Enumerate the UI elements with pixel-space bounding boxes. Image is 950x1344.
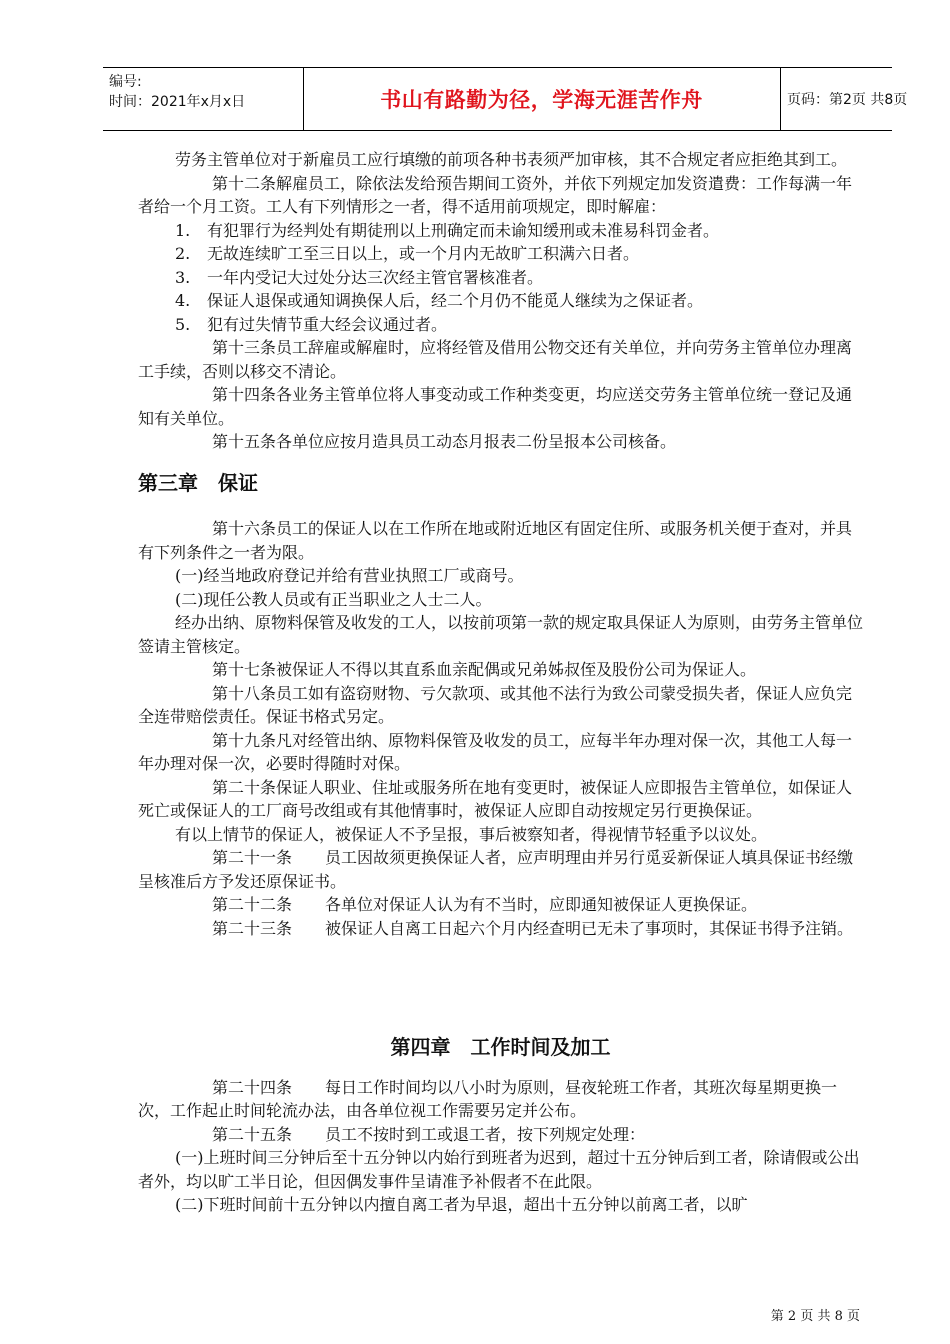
article-text: 各单位对保证人认为有不当时，应即通知被保证人更换保证。 xyxy=(325,895,758,914)
rule-1: (一)上班时间三分钟后至十五分钟以内始行到班者为迟到，超过十五分钟后到工者，除请假或公出者外，均以旷工半日论，但因偶发事件呈请准予补假者不在此限。 xyxy=(138,1148,860,1191)
rule-2: (二)下班时间前十五分钟以内擅自离工者为早退，超出十五分钟以前离工者，以旷 xyxy=(175,1195,748,1214)
article-text: 每日工作时间均以八小时为原则，昼夜轮班工作者，其班次每星期更换一次，工作起止时间轮流办法，由各单位视工作需要另定并公布。 xyxy=(138,1077,838,1120)
list-number: 3. xyxy=(175,267,191,287)
article-number: 第十五条 xyxy=(212,432,277,451)
article-number: 第十二条 xyxy=(212,173,277,193)
chapter-4-heading: 第四章 工作时间及加工 xyxy=(390,1035,611,1059)
list-item xyxy=(138,242,863,266)
article-text: 各业务主管单位将人事变动或工作种类变更，均应送交劳务主管单位统一登记及通知有关单位。 xyxy=(138,385,853,428)
header-meta-cell xyxy=(103,68,304,130)
article-number: 第十四条 xyxy=(212,385,277,404)
article-number: 第二十五条 xyxy=(212,1124,293,1144)
list-number: 5. xyxy=(175,314,191,334)
article-number: 第二十二条 xyxy=(212,895,293,914)
article-text: 员工如有盗窃财物、亏欠款项、或其他不法行为致公司蒙受损失者，保证人应负完全连带赔偿责任。保证书格式另定。 xyxy=(138,683,853,726)
article-number: 第十三条 xyxy=(212,338,277,357)
article-text: 被保证人不得以其直系血亲配偶或兄弟姊叔侄及股份公司为保证人。 xyxy=(276,660,757,679)
document-body xyxy=(138,148,863,1217)
list-text: 保证人退保或通知调换保人后，经二个月仍不能觅人继续为之保证者。 xyxy=(207,291,704,310)
article-12 xyxy=(138,172,863,219)
article-text: 员工因故须更换保证人者，应声明理由并另行觅妥新保证人填具保证书经缴呈核准后方予发还原保证书。 xyxy=(138,848,854,891)
list-item xyxy=(138,289,863,313)
article-number: 第十七条 xyxy=(212,660,277,679)
list-number: 4. xyxy=(175,291,191,310)
article-20 xyxy=(138,776,863,823)
article-number: 第十八条 xyxy=(212,683,277,703)
page-header xyxy=(103,67,908,131)
article-number: 第十六条 xyxy=(212,519,277,538)
article-number: 第十九条 xyxy=(212,730,277,750)
article-14 xyxy=(138,383,863,430)
article-text: 员工的保证人以在工作所在地或附近地区有固定住所、或服务机关便于查对，并具有下列条件之一者为限。 xyxy=(138,519,853,562)
article-text: 被保证人自离工日起六个月内经查明已无未了事项时，其保证书得予注销。 xyxy=(325,918,854,938)
article-number: 第二十条 xyxy=(212,777,277,797)
paragraph: 有以上情节的保证人，被保证人不予呈报，事后被察知者，得视情节轻重予以议处。 xyxy=(175,824,768,844)
article-text: 保证人职业、住址或服务所在地有变更时，被保证人应即报告主管单位，如保证人死亡或保证人的工厂商号改组或有其他情事时，被保证人应即自动按规定另行更换保证。 xyxy=(138,777,853,820)
article-16 xyxy=(138,517,863,564)
article-21 xyxy=(138,846,863,893)
article-number: 第二十一条 xyxy=(212,848,293,867)
list-text: 一年内受记大过处分达三次经主管官署核准者。 xyxy=(207,267,544,287)
article-24 xyxy=(138,1076,863,1123)
article-23 xyxy=(138,917,863,941)
header-motto: 书山有路勤为径，学海无涯苦作舟 xyxy=(380,88,703,112)
header-motto-cell xyxy=(303,68,781,130)
article-text: 员工辞雇或解雇时，应将经管及借用公物交还有关单位，并向劳务主管单位办理离工手续，否则以移交不清论。 xyxy=(138,338,853,381)
list-item xyxy=(138,266,863,290)
condition-2: (二)现任公教人员或有正当职业之人士二人。 xyxy=(175,589,492,609)
list-number: 2. xyxy=(175,244,191,263)
article-text: 员工不按时到工或退工者，按下列规定处理： xyxy=(325,1124,646,1144)
article-text: 解雇员工，除依法发给预告期间工资外，并依下列规定加发资遣费：工作每满一年者给一个月工资。工人有下列情形之一者，得不适用前项规定，即时解雇： xyxy=(138,173,853,216)
article-22 xyxy=(138,893,863,917)
header-page-cell xyxy=(781,68,908,130)
article-15 xyxy=(138,430,863,454)
paragraph: 劳务主管单位对于新雇员工应行填缴的前项各种书表须严加审核，其不合规定者应拒绝其到工。 xyxy=(175,150,848,169)
header-page-number: 页码：第2页 共8页 xyxy=(787,92,908,108)
list-text: 无故连续旷工至三日以上，或一个月内无故旷工积满六日者。 xyxy=(207,244,640,263)
document-date-label: 时间：2021年x月x日 xyxy=(109,94,246,110)
article-text: 各单位应按月造具员工动态月报表二份呈报本公司核备。 xyxy=(276,432,677,451)
paragraph: 经办出纳、原物料保管及收发的工人，以按前项第一款的规定取具保证人为原则，由劳务主管单位签请主管核定。 xyxy=(138,613,864,656)
list-text: 犯有过失情节重大经会议通过者。 xyxy=(207,314,448,334)
article-number: 第二十四条 xyxy=(212,1077,293,1097)
article-19 xyxy=(138,729,863,776)
list-item xyxy=(138,219,863,243)
page-footer: 第 2 页 共 8 页 xyxy=(770,1309,860,1324)
chapter-3-heading: 第三章 保证 xyxy=(138,470,258,495)
list-item xyxy=(138,313,863,337)
list-text: 有犯罪行为经判处有期徒刑以上刑确定而未谕知缓刑或未准易科罚金者。 xyxy=(207,220,720,240)
article-25 xyxy=(138,1123,863,1147)
list-number: 1. xyxy=(175,220,191,240)
article-17 xyxy=(138,658,863,682)
article-number: 第二十三条 xyxy=(212,918,293,938)
document-number-label: 编号: xyxy=(109,74,142,90)
article-13 xyxy=(138,336,863,383)
article-text: 凡对经管出纳、原物料保管及收发的员工，应每半年办理对保一次，其他工人每一年办理对保一次，必要时得随时对保。 xyxy=(138,730,853,773)
article-18 xyxy=(138,682,863,729)
condition-1: (一)经当地政府登记并给有营业执照工厂或商号。 xyxy=(175,566,524,585)
